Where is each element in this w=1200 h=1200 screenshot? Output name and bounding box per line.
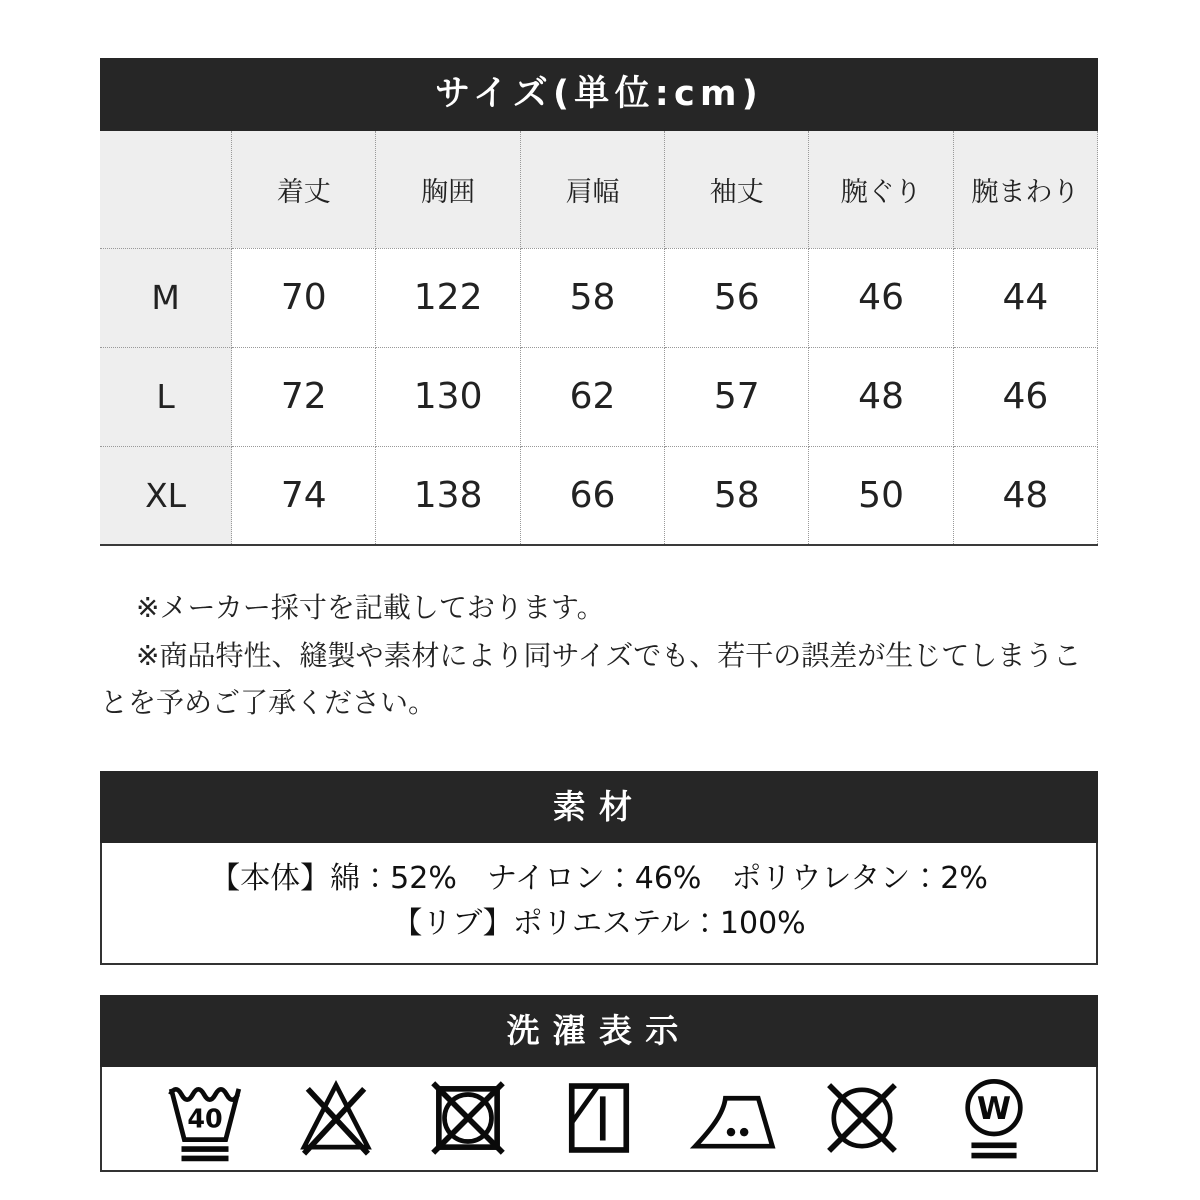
measurement-value: 44 [953,248,1097,347]
measurement-value: 56 [665,248,809,347]
measurement-value: 74 [232,446,376,545]
measurement-value: 66 [520,446,664,545]
material-line-body: 【本体】綿：52% ナイロン：46% ポリウレタン：2% [210,860,988,896]
column-header: 胸囲 [376,131,520,248]
laundry-section-title: 洗濯表示 [100,995,1098,1067]
size-section-title: サイズ(単位:cm) [100,58,1098,131]
measurement-notes [100,584,1098,727]
do-not-dry-clean-icon [815,1071,909,1165]
table-row-m [100,248,1098,347]
measurement-value: 138 [376,446,520,545]
measurement-value: 62 [520,347,664,446]
size-label: M [100,248,232,347]
measurement-value: 58 [665,446,809,545]
column-header: 腕まわり [953,131,1097,248]
measurement-value: 48 [809,347,953,446]
material-composition [100,843,1098,965]
iron-2-dots-icon [684,1071,778,1165]
measurement-value: 70 [232,248,376,347]
column-header: 着丈 [232,131,376,248]
column-header: 肩幅 [520,131,664,248]
svg-text:W: W [976,1091,1011,1128]
do-not-bleach-icon [289,1071,383,1165]
corner-cell [100,131,232,248]
wet-clean-very-gentle-icon [947,1071,1041,1165]
table-row-xl [100,446,1098,545]
note-line: ※商品特性、縫製や素材により同サイズでも、若干の誤差が生じてしまうことを予めご了承ください。 [100,638,1082,720]
header-row [100,131,1098,248]
size-chart-page [100,58,1098,1172]
table-row-l [100,347,1098,446]
measurement-value: 58 [520,248,664,347]
laundry-symbols [100,1067,1098,1172]
measurement-value: 72 [232,347,376,446]
measurement-value: 122 [376,248,520,347]
wash-40-very-gentle-icon [158,1071,252,1165]
material-line-rib: 【リブ】ポリエステル：100% [392,905,806,941]
column-header: 腕ぐり [809,131,953,248]
line-dry-in-shade-icon [552,1071,646,1165]
size-table [100,131,1098,546]
svg-text:40: 40 [186,1103,223,1134]
material-section [100,771,1098,965]
size-label: XL [100,446,232,545]
laundry-section [100,995,1098,1172]
measurement-value: 48 [953,446,1097,545]
do-not-tumble-dry-icon [421,1071,515,1165]
column-header: 袖丈 [665,131,809,248]
size-label: L [100,347,232,446]
material-section-title: 素材 [100,771,1098,843]
note-line: ※メーカー採寸を記載しております。 [136,591,605,624]
measurement-value: 46 [953,347,1097,446]
measurement-value: 46 [809,248,953,347]
measurement-value: 50 [809,446,953,545]
measurement-value: 130 [376,347,520,446]
measurement-value: 57 [665,347,809,446]
